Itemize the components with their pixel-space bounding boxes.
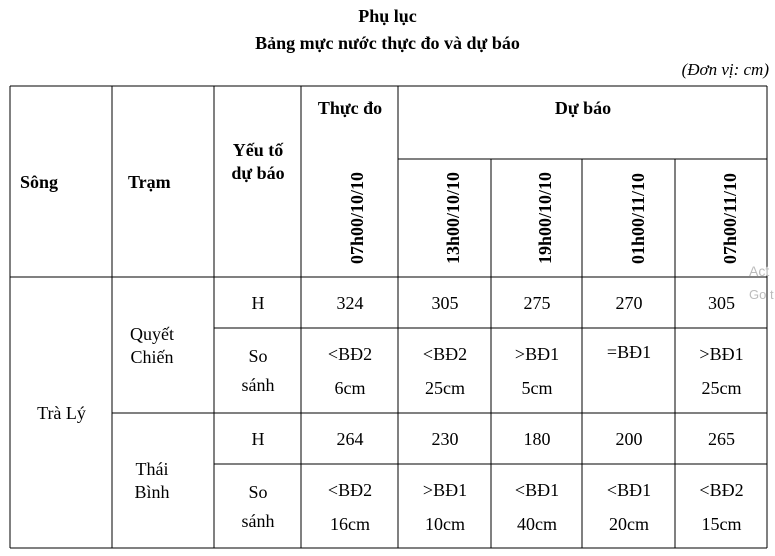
compare-value xyxy=(302,329,398,413)
compare-diff: 25cm xyxy=(701,378,742,398)
factor-compare-line2: sánh xyxy=(241,375,275,395)
compare-level: <BĐ2 xyxy=(422,344,468,364)
appendix-title: Phụ lục xyxy=(358,6,417,26)
station-name-line1: Quyết xyxy=(130,323,174,344)
header-time-measured: 07h00/10/10 xyxy=(347,171,367,264)
h-value: 180 xyxy=(523,428,551,449)
compare-diff: 5cm xyxy=(521,378,553,398)
header-factor xyxy=(215,87,301,237)
compare-value xyxy=(583,465,675,548)
compare-value xyxy=(399,465,491,548)
h-value: 324 xyxy=(336,292,364,313)
h-value: 230 xyxy=(431,428,459,449)
header-measured: Thực đo xyxy=(317,97,383,118)
compare-level: >BĐ1 xyxy=(422,479,468,500)
compare-diff: 6cm xyxy=(334,378,366,398)
header-time-4: 07h00/11/10 xyxy=(720,172,740,264)
header-station: Trạm xyxy=(128,171,171,192)
h-value: 270 xyxy=(615,292,643,313)
station-name-line1: Thái xyxy=(135,459,169,479)
compare-diff: 15cm xyxy=(701,513,742,534)
factor-h: H xyxy=(251,292,265,313)
compare-value xyxy=(399,329,491,413)
compare-diff: 25cm xyxy=(425,378,465,398)
station-thai-binh xyxy=(113,414,191,548)
compare-level: <BĐ2 xyxy=(327,344,373,364)
compare-value xyxy=(676,329,767,413)
header-time-2: 19h00/10/10 xyxy=(535,171,555,264)
compare-diff: 20cm xyxy=(609,513,649,534)
compare-level: >BĐ1 xyxy=(514,344,560,364)
activation-overlay-line2: Go t xyxy=(749,287,774,302)
compare-level: <BĐ2 xyxy=(699,479,744,500)
station-name-line2: Bình xyxy=(134,482,170,502)
factor-compare-line1: So xyxy=(248,481,268,502)
h-value: 305 xyxy=(431,292,459,313)
header-river: Sông xyxy=(20,171,59,192)
header-forecast: Dự báo xyxy=(554,97,612,118)
station-name-line2: Chiến xyxy=(130,346,174,367)
compare-value xyxy=(302,465,398,548)
factor-h: H xyxy=(251,428,265,449)
compare-level: =BĐ1 xyxy=(606,342,652,362)
factor-compare xyxy=(215,465,301,548)
h-value: 200 xyxy=(615,428,643,449)
table-title: Bảng mực nước thực đo và dự báo xyxy=(255,33,520,53)
compare-level: <BĐ1 xyxy=(606,479,652,500)
compare-diff: 10cm xyxy=(425,513,465,534)
compare-value xyxy=(676,465,767,548)
header-factor-line2: dự báo xyxy=(231,163,285,183)
h-value: 305 xyxy=(708,292,735,313)
compare-diff: 16cm xyxy=(330,513,370,534)
compare-value xyxy=(583,329,675,413)
compare-level: <BĐ2 xyxy=(327,479,373,500)
compare-value xyxy=(492,465,582,548)
header-factor-line1: Yếu tố xyxy=(232,140,284,160)
factor-compare xyxy=(215,329,301,413)
river-name: Trà Lý xyxy=(37,402,86,423)
header-time-3: 01h00/11/10 xyxy=(628,172,648,264)
factor-compare-line2: sánh xyxy=(241,510,275,531)
unit-note: (Đơn vị: cm) xyxy=(681,60,769,79)
compare-value xyxy=(492,329,582,413)
factor-compare-line1: So xyxy=(248,346,268,366)
activation-overlay-line1: Act xyxy=(749,263,770,279)
h-value: 264 xyxy=(336,428,364,449)
compare-diff: 40cm xyxy=(517,513,557,534)
h-value: 265 xyxy=(708,428,735,449)
h-value: 275 xyxy=(523,292,551,313)
header-time-1: 13h00/10/10 xyxy=(443,171,463,264)
compare-level: <BĐ1 xyxy=(514,479,560,500)
station-quyet-chien xyxy=(113,278,191,413)
compare-level: >BĐ1 xyxy=(699,344,744,364)
